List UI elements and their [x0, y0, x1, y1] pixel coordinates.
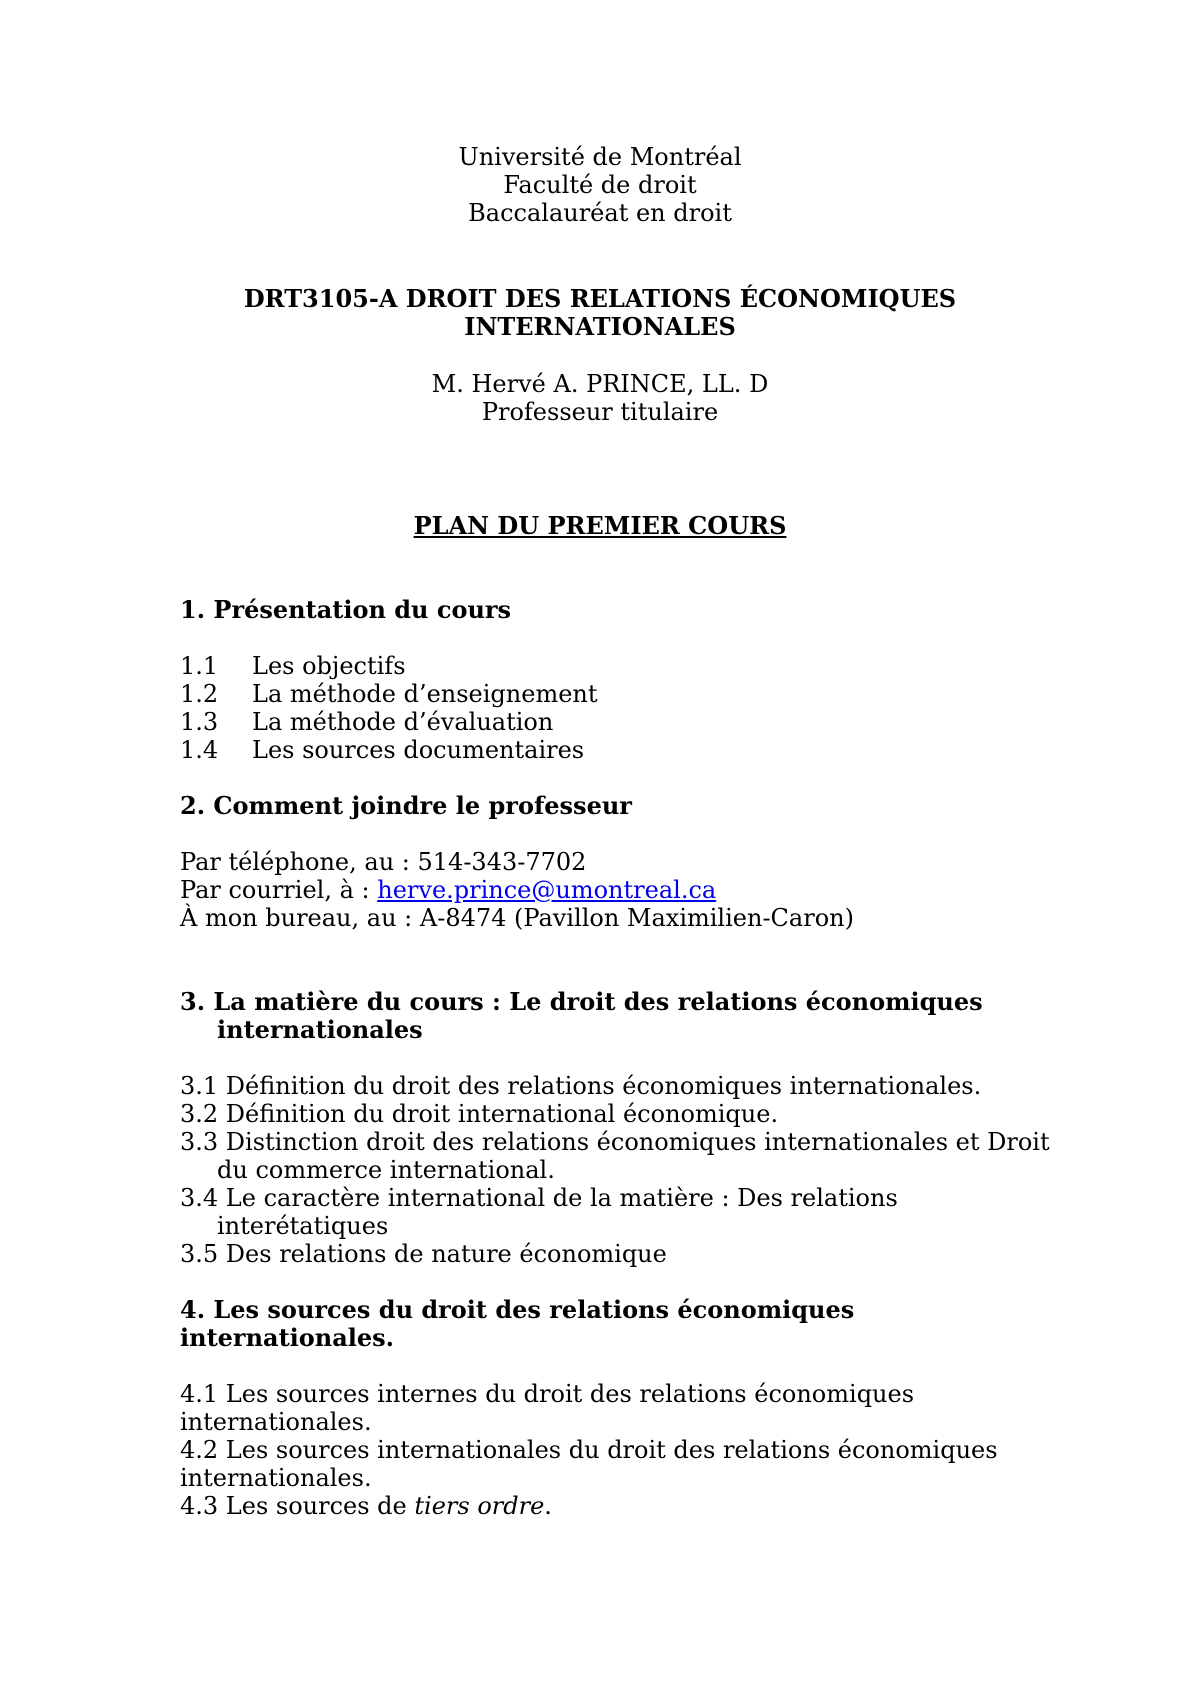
list-item-continuation: internationales.	[180, 1464, 372, 1492]
list-item-text: La méthode d’enseignement	[252, 680, 598, 708]
contact-office-value: A-8474 (Pavillon Maximilien-Caron)	[419, 904, 854, 932]
list-item-continuation: interétatiques	[217, 1212, 389, 1240]
section3-heading-line1: 3. La matière du cours : Le droit des relations économiques	[180, 987, 983, 1016]
professor-name: M. Hervé A. PRINCE, LL. D	[431, 370, 769, 398]
section4-heading-line2: internationales.	[180, 1323, 395, 1352]
contact-office	[180, 904, 1080, 932]
list-item-text: La méthode d’évaluation	[252, 708, 554, 736]
contact-phone-value: 514-343-7702	[417, 848, 587, 876]
list-item	[180, 652, 1080, 680]
list-item-continuation: du commerce international.	[217, 1156, 555, 1184]
contact-phone	[180, 848, 1080, 876]
list-item-prefix: 4.3 Les sources de	[180, 1492, 415, 1520]
list-item-text: Les sources documentaires	[252, 736, 585, 764]
list-item	[180, 708, 1080, 736]
section4-heading-line1: 4. Les sources du droit des relations économiques	[180, 1295, 855, 1324]
contact-office-label: À mon bureau, au :	[180, 904, 420, 932]
section1-heading: 1. Présentation du cours	[180, 595, 512, 624]
list-item: 3.1 Définition du droit des relations économiques internationales.	[180, 1072, 982, 1100]
list-item-number: 1.4	[180, 736, 219, 764]
list-item	[180, 736, 1080, 764]
list-item-number: 1.2	[180, 680, 219, 708]
course-title-line1: DRT3105-A DROIT DES RELATIONS ÉCONOMIQUES	[243, 284, 957, 313]
university-name: Université de Montréal	[458, 143, 742, 171]
course-title-line2: INTERNATIONALES	[464, 312, 736, 341]
contact-phone-label: Par téléphone, au :	[180, 848, 418, 876]
list-item-continuation: internationales.	[180, 1408, 372, 1436]
list-item-suffix: .	[544, 1492, 552, 1520]
professor-rank: Professeur titulaire	[481, 398, 719, 426]
list-item: 3.4 Le caractère international de la matière : Des relations	[180, 1184, 898, 1212]
list-item	[180, 1492, 1080, 1520]
list-item-italic: tiers ordre	[414, 1492, 545, 1520]
section2-heading: 2. Comment joindre le professeur	[180, 791, 632, 820]
email-link[interactable]: herve.prince@umontreal.ca	[377, 876, 717, 904]
list-item-number: 1.3	[180, 708, 219, 736]
list-item-text: Les objectifs	[252, 652, 406, 680]
section3-heading-line2: internationales	[217, 1015, 423, 1044]
list-item: 3.3 Distinction droit des relations économiques internationales et Droit	[180, 1128, 1050, 1156]
contact-email-label: Par courriel, à :	[180, 876, 378, 904]
program-name: Baccalauréat en droit	[468, 199, 732, 227]
list-item-number: 1.1	[180, 652, 219, 680]
list-item: 3.5 Des relations de nature économique	[180, 1240, 667, 1268]
faculty-name: Faculté de droit	[503, 171, 697, 199]
contact-email	[180, 876, 1080, 904]
plan-title	[0, 512, 1200, 540]
list-item: 4.1 Les sources internes du droit des relations économiques	[180, 1380, 915, 1408]
list-item	[180, 680, 1080, 708]
plan-title-text: PLAN DU PREMIER COURS	[413, 511, 787, 540]
list-item: 4.2 Les sources internationales du droit des relations économiques	[180, 1436, 998, 1464]
list-item: 3.2 Définition du droit international économique.	[180, 1100, 779, 1128]
